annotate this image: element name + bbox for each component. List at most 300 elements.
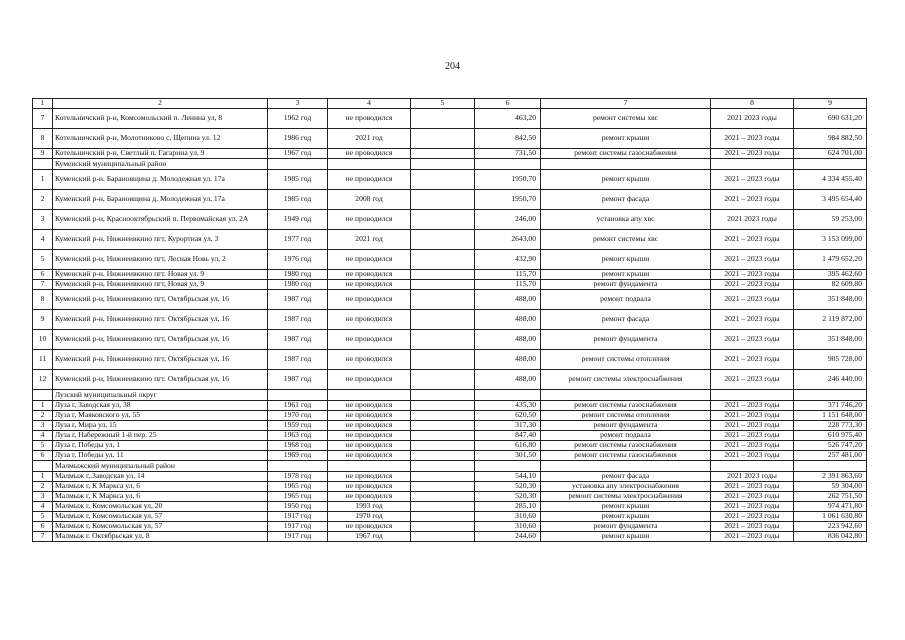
- period-cell: 2021 – 2023 годы: [711, 451, 794, 461]
- work-type-cell: ремонт системы газоснабжения: [541, 441, 711, 451]
- section-empty-cell: [541, 390, 711, 401]
- area-cell: 310,60: [475, 522, 541, 532]
- last-repair-cell: 1993 год: [328, 502, 411, 512]
- last-repair-cell: не проводился: [328, 431, 411, 441]
- cost-cell: 2 391 863,60: [794, 472, 867, 482]
- address-cell: Куменский р-н, Барановщина д, Молодежная ул, 17а: [53, 190, 268, 210]
- cost-cell: 1 479 652,20: [794, 250, 867, 270]
- area-cell: 731,50: [475, 149, 541, 159]
- area-cell: 488,00: [475, 290, 541, 310]
- cost-cell: 526 747,20: [794, 441, 867, 451]
- address-cell: Котельничский р-н, Светлый п. Гагарина ул, 9: [53, 149, 268, 159]
- work-type-cell: ремонт системы газоснабжения: [541, 149, 711, 159]
- address-cell: Луза г, Победы ул, 11: [53, 451, 268, 461]
- last-repair-cell: не проводился: [328, 492, 411, 502]
- row-number-cell: 7: [33, 532, 53, 542]
- section-empty-cell: [475, 461, 541, 472]
- table-row: [33, 431, 867, 441]
- area-cell: 488,00: [475, 330, 541, 350]
- empty-cell: [411, 492, 475, 502]
- table-row: [33, 170, 867, 190]
- last-repair-cell: не проводился: [328, 210, 411, 230]
- period-cell: 2021 – 2023 годы: [711, 441, 794, 451]
- period-cell: 2021 – 2023 годы: [711, 250, 794, 270]
- empty-cell: [411, 290, 475, 310]
- build-year-cell: 1987 год: [268, 370, 328, 390]
- last-repair-cell: не проводился: [328, 149, 411, 159]
- address-cell: Малмыж г, К Маркса ул, 6: [53, 482, 268, 492]
- work-type-cell: ремонт фундамента: [541, 522, 711, 532]
- repair-schedule-table: [32, 98, 867, 542]
- address-cell: Куменский р-н, Нижнеивкино пгт, Новая ул, 9: [53, 280, 268, 290]
- last-repair-cell: не проводился: [328, 401, 411, 411]
- row-number-cell: 4: [33, 230, 53, 250]
- empty-cell: [411, 370, 475, 390]
- table-row: [33, 421, 867, 431]
- section-empty-cell: [475, 159, 541, 170]
- section-spacer-cell: [33, 159, 53, 170]
- table-row: [33, 190, 867, 210]
- work-type-cell: ремонт системы хвс: [541, 109, 711, 129]
- table-row: [33, 290, 867, 310]
- column-header: 6: [475, 99, 541, 109]
- last-repair-cell: не проводился: [328, 370, 411, 390]
- address-cell: Луза г, Мира ул, 15: [53, 421, 268, 431]
- address-cell: Малмыж г, Комсомольская ул, 57: [53, 522, 268, 532]
- column-header: 8: [711, 99, 794, 109]
- build-year-cell: 1965 год: [268, 482, 328, 492]
- cost-cell: 905 728,00: [794, 350, 867, 370]
- last-repair-cell: не проводился: [328, 482, 411, 492]
- work-type-cell: ремонт подвала: [541, 290, 711, 310]
- section-title: Лузский муниципальный округ: [53, 390, 268, 401]
- last-repair-cell: не проводился: [328, 441, 411, 451]
- address-cell: Луза г, Маяковского ул, 55: [53, 411, 268, 421]
- build-year-cell: 1977 год: [268, 230, 328, 250]
- cost-cell: 351 848,00: [794, 330, 867, 350]
- column-header: 1: [33, 99, 53, 109]
- empty-cell: [411, 532, 475, 542]
- work-type-cell: ремонт системы газоснабжения: [541, 401, 711, 411]
- work-type-cell: ремонт крыши: [541, 502, 711, 512]
- build-year-cell: 1969 год: [268, 451, 328, 461]
- cost-cell: 257 481,00: [794, 451, 867, 461]
- period-cell: 2021 2023 годы: [711, 210, 794, 230]
- period-cell: 2021 – 2023 годы: [711, 401, 794, 411]
- address-cell: Малмыж г, К Маркса ул, 6: [53, 492, 268, 502]
- period-cell: 2021 – 2023 годы: [711, 370, 794, 390]
- table-row: [33, 401, 867, 411]
- work-type-cell: ремонт системы электроснабжения: [541, 370, 711, 390]
- build-year-cell: 1970 год: [268, 411, 328, 421]
- area-cell: 520,30: [475, 492, 541, 502]
- period-cell: 2021 – 2023 годы: [711, 170, 794, 190]
- area-cell: 488,00: [475, 370, 541, 390]
- section-row: [33, 390, 867, 401]
- area-cell: 246,00: [475, 210, 541, 230]
- empty-cell: [411, 482, 475, 492]
- address-cell: Куменский р-н. Барановщина д. Молодежная ул. 17а: [53, 170, 268, 190]
- build-year-cell: 1986 год: [268, 129, 328, 149]
- column-header: 4: [328, 99, 411, 109]
- section-empty-cell: [268, 159, 328, 170]
- column-header: 5: [411, 99, 475, 109]
- address-cell: Малмыж г,.Заводская ул, 14: [53, 472, 268, 482]
- section-empty-cell: [794, 461, 867, 472]
- period-cell: 2021 – 2023 годы: [711, 512, 794, 522]
- build-year-cell: 1959 год: [268, 421, 328, 431]
- address-cell: Куменский р-н. Нижнеивкино пгт. Новая ул. 9: [53, 270, 268, 280]
- build-year-cell: 1963 год: [268, 431, 328, 441]
- empty-cell: [411, 502, 475, 512]
- cost-cell: 974 471,80: [794, 502, 867, 512]
- section-empty-cell: [268, 461, 328, 472]
- build-year-cell: 1987 год: [268, 290, 328, 310]
- address-cell: Луза г, Набережный 1-й пер. 25: [53, 431, 268, 441]
- period-cell: 2021 – 2023 годы: [711, 190, 794, 210]
- page-number: 204: [445, 61, 460, 72]
- cost-cell: 371 746,20: [794, 401, 867, 411]
- cost-cell: 228 773,30: [794, 421, 867, 431]
- empty-cell: [411, 441, 475, 451]
- address-cell: Куменский р-н, Нижнеивкино пгт, Октябрьская ул, 16: [53, 330, 268, 350]
- work-type-cell: ремонт крыши: [541, 170, 711, 190]
- section-empty-cell: [711, 461, 794, 472]
- last-repair-cell: не проводился: [328, 522, 411, 532]
- area-cell: 488,00: [475, 350, 541, 370]
- row-number-cell: 3: [33, 492, 53, 502]
- period-cell: 2021 – 2023 годы: [711, 482, 794, 492]
- cost-cell: 395 462,60: [794, 270, 867, 280]
- build-year-cell: 1917 год: [268, 522, 328, 532]
- row-number-cell: 12: [33, 370, 53, 390]
- row-number-cell: 11: [33, 350, 53, 370]
- table-row: [33, 370, 867, 390]
- address-cell: Котельничский р-н, Комсомольский п. Ленина ул, 8: [53, 109, 268, 129]
- section-empty-cell: [411, 159, 475, 170]
- table-row: [33, 502, 867, 512]
- section-empty-cell: [411, 461, 475, 472]
- last-repair-cell: 2008 год: [328, 190, 411, 210]
- column-header: 3: [268, 99, 328, 109]
- work-type-cell: ремонт крыши: [541, 270, 711, 280]
- cost-cell: 1 061 630,80: [794, 512, 867, 522]
- cost-cell: 610 975,40: [794, 431, 867, 441]
- work-type-cell: ремонт фасада: [541, 190, 711, 210]
- empty-cell: [411, 109, 475, 129]
- table-row: [33, 250, 867, 270]
- area-cell: 244,60: [475, 532, 541, 542]
- area-cell: 488,00: [475, 310, 541, 330]
- row-number-cell: 6: [33, 451, 53, 461]
- table-row: [33, 411, 867, 421]
- empty-cell: [411, 129, 475, 149]
- row-number-cell: 7: [33, 109, 53, 129]
- column-header: 7: [541, 99, 711, 109]
- last-repair-cell: не проводился: [328, 109, 411, 129]
- cost-cell: 2 119 872,00: [794, 310, 867, 330]
- empty-cell: [411, 270, 475, 280]
- table-row: [33, 482, 867, 492]
- row-number-cell: 4: [33, 502, 53, 512]
- build-year-cell: 1965 год: [268, 492, 328, 502]
- table-row: [33, 280, 867, 290]
- section-spacer-cell: [33, 461, 53, 472]
- row-number-cell: 6: [33, 270, 53, 280]
- area-cell: 115,70: [475, 280, 541, 290]
- cost-cell: 262 751,50: [794, 492, 867, 502]
- section-empty-cell: [411, 390, 475, 401]
- address-cell: Котельничский р-н, Молотниково с, Щепина ул. 12: [53, 129, 268, 149]
- build-year-cell: 1917 год: [268, 532, 328, 542]
- table-row: [33, 129, 867, 149]
- last-repair-cell: не проводился: [328, 280, 411, 290]
- table-header-row: [33, 99, 867, 109]
- period-cell: 2021 – 2023 годы: [711, 532, 794, 542]
- cost-cell: 82 609,80: [794, 280, 867, 290]
- section-empty-cell: [794, 390, 867, 401]
- row-number-cell: 6: [33, 522, 53, 532]
- empty-cell: [411, 451, 475, 461]
- table-row: [33, 310, 867, 330]
- last-repair-cell: не проводился: [328, 310, 411, 330]
- table-row: [33, 492, 867, 502]
- build-year-cell: 1976 год: [268, 250, 328, 270]
- work-type-cell: ремонт фасада: [541, 472, 711, 482]
- cost-cell: 351 848,00: [794, 290, 867, 310]
- empty-cell: [411, 401, 475, 411]
- row-number-cell: 7: [33, 280, 53, 290]
- section-row: [33, 159, 867, 170]
- work-type-cell: ремонт системы электроснабжения: [541, 492, 711, 502]
- table-row: [33, 270, 867, 280]
- address-cell: Малмыж г, Комсомольская ул, 57: [53, 512, 268, 522]
- last-repair-cell: 1967 год: [328, 532, 411, 542]
- row-number-cell: 1: [33, 170, 53, 190]
- row-number-cell: 2: [33, 482, 53, 492]
- cost-cell: 690 631,20: [794, 109, 867, 129]
- section-empty-cell: [541, 461, 711, 472]
- cost-cell: 1 151 648,00: [794, 411, 867, 421]
- last-repair-cell: не проводился: [328, 451, 411, 461]
- empty-cell: [411, 350, 475, 370]
- section-empty-cell: [541, 159, 711, 170]
- empty-cell: [411, 421, 475, 431]
- area-cell: 310,60: [475, 512, 541, 522]
- cost-cell: 984 882,50: [794, 129, 867, 149]
- empty-cell: [411, 170, 475, 190]
- section-empty-cell: [794, 159, 867, 170]
- column-header: 2: [53, 99, 268, 109]
- work-type-cell: установка апу электроснабжения: [541, 482, 711, 492]
- build-year-cell: 1987 год: [268, 350, 328, 370]
- empty-cell: [411, 210, 475, 230]
- table-row: [33, 330, 867, 350]
- work-type-cell: ремонт фундамента: [541, 280, 711, 290]
- address-cell: Куменский р-н, Нижнеивкино пгт, Курортная ул, 3: [53, 230, 268, 250]
- area-cell: 435,30: [475, 401, 541, 411]
- work-type-cell: ремонт подвала: [541, 431, 711, 441]
- address-cell: Куменский р-н, Нижнеивкино пгт, Лесная Новь ул, 2: [53, 250, 268, 270]
- period-cell: 2021 – 2023 годы: [711, 230, 794, 250]
- row-number-cell: 1: [33, 401, 53, 411]
- last-repair-cell: не проводился: [328, 350, 411, 370]
- area-cell: 520,30: [475, 482, 541, 492]
- empty-cell: [411, 431, 475, 441]
- table-row: [33, 451, 867, 461]
- cost-cell: 246 440,00: [794, 370, 867, 390]
- period-cell: 2021 – 2023 годы: [711, 129, 794, 149]
- section-spacer-cell: [33, 390, 53, 401]
- work-type-cell: ремонт фасада: [541, 310, 711, 330]
- column-header: 9: [794, 99, 867, 109]
- row-number-cell: 8: [33, 290, 53, 310]
- table-row: [33, 149, 867, 159]
- table-row: [33, 210, 867, 230]
- last-repair-cell: 1970 год: [328, 512, 411, 522]
- area-cell: 432,90: [475, 250, 541, 270]
- work-type-cell: ремонт крыши: [541, 129, 711, 149]
- table-row: [33, 522, 867, 532]
- period-cell: 2021 – 2023 годы: [711, 280, 794, 290]
- last-repair-cell: не проводился: [328, 411, 411, 421]
- build-year-cell: 1985 год: [268, 190, 328, 210]
- build-year-cell: 1978 год: [268, 472, 328, 482]
- section-empty-cell: [328, 159, 411, 170]
- empty-cell: [411, 250, 475, 270]
- last-repair-cell: не проводился: [328, 250, 411, 270]
- last-repair-cell: не проводился: [328, 472, 411, 482]
- build-year-cell: 1917 год: [268, 512, 328, 522]
- period-cell: 2021 – 2023 годы: [711, 350, 794, 370]
- cost-cell: 59 304,00: [794, 482, 867, 492]
- table-row: [33, 472, 867, 482]
- work-type-cell: ремонт крыши: [541, 250, 711, 270]
- last-repair-cell: не проводился: [328, 170, 411, 190]
- row-number-cell: 8: [33, 129, 53, 149]
- build-year-cell: 1950 год: [268, 502, 328, 512]
- row-number-cell: 3: [33, 210, 53, 230]
- cost-cell: 59 253,00: [794, 210, 867, 230]
- empty-cell: [411, 280, 475, 290]
- address-cell: Куменский р-н, Нижнеивкино пгт. Октябрьская ул, 16: [53, 370, 268, 390]
- section-row: [33, 461, 867, 472]
- area-cell: 616,80: [475, 441, 541, 451]
- row-number-cell: 2: [33, 411, 53, 421]
- table-row: [33, 350, 867, 370]
- build-year-cell: 1985 год: [268, 170, 328, 190]
- last-repair-cell: не проводился: [328, 270, 411, 280]
- period-cell: 2021 – 2023 годы: [711, 411, 794, 421]
- period-cell: 2021 – 2023 годы: [711, 431, 794, 441]
- area-cell: 463,20: [475, 109, 541, 129]
- empty-cell: [411, 512, 475, 522]
- empty-cell: [411, 330, 475, 350]
- cost-cell: 836 042,80: [794, 532, 867, 542]
- cost-cell: 223 942,60: [794, 522, 867, 532]
- row-number-cell: 5: [33, 441, 53, 451]
- area-cell: 620,50: [475, 411, 541, 421]
- address-cell: Куменский р-н, Нижнеивкино пгт. Октябрьская ул, 16: [53, 310, 268, 330]
- area-cell: 115,70: [475, 270, 541, 280]
- work-type-cell: установка апу хвс: [541, 210, 711, 230]
- section-title: Малмыжский муниципальный район: [53, 461, 268, 472]
- build-year-cell: 1949 год: [268, 210, 328, 230]
- period-cell: 2021 – 2023 годы: [711, 270, 794, 280]
- empty-cell: [411, 472, 475, 482]
- period-cell: 2021 – 2023 годы: [711, 330, 794, 350]
- empty-cell: [411, 149, 475, 159]
- last-repair-cell: не проводился: [328, 330, 411, 350]
- area-cell: 301,50: [475, 451, 541, 461]
- address-cell: Куменский р-н, Нижнеивкино пгт, Октябрьская ул, 16: [53, 290, 268, 310]
- row-number-cell: 1: [33, 472, 53, 482]
- area-cell: 847,40: [475, 431, 541, 441]
- section-empty-cell: [475, 390, 541, 401]
- area-cell: 842,50: [475, 129, 541, 149]
- area-cell: 544,10: [475, 472, 541, 482]
- work-type-cell: ремонт системы хвс: [541, 230, 711, 250]
- cost-cell: 624 701,00: [794, 149, 867, 159]
- period-cell: 2021 – 2023 годы: [711, 310, 794, 330]
- period-cell: 2021 – 2023 годы: [711, 290, 794, 310]
- period-cell: 2021 2023 годы: [711, 109, 794, 129]
- build-year-cell: 1961 год: [268, 401, 328, 411]
- cost-cell: 4 334 455,40: [794, 170, 867, 190]
- work-type-cell: ремонт системы отопления: [541, 411, 711, 421]
- work-type-cell: ремонт системы газоснабжения: [541, 451, 711, 461]
- period-cell: 2021 – 2023 годы: [711, 492, 794, 502]
- section-empty-cell: [711, 159, 794, 170]
- build-year-cell: 1987 год: [268, 310, 328, 330]
- last-repair-cell: не проводился: [328, 421, 411, 431]
- section-title: Куменский муниципальный район: [53, 159, 268, 170]
- row-number-cell: 4: [33, 431, 53, 441]
- work-type-cell: ремонт фундамента: [541, 421, 711, 431]
- last-repair-cell: 2021 год: [328, 129, 411, 149]
- section-empty-cell: [328, 390, 411, 401]
- table-row: [33, 532, 867, 542]
- area-cell: 2643,00: [475, 230, 541, 250]
- section-empty-cell: [711, 390, 794, 401]
- address-cell: Малмыж г, Комсомольская ул, 20: [53, 502, 268, 512]
- empty-cell: [411, 230, 475, 250]
- area-cell: 1950,70: [475, 170, 541, 190]
- address-cell: Луза г, Победы ул, 1: [53, 441, 268, 451]
- table-row: [33, 441, 867, 451]
- table-row: [33, 230, 867, 250]
- cost-cell: 3 153 099,00: [794, 230, 867, 250]
- row-number-cell: 5: [33, 250, 53, 270]
- work-type-cell: ремонт крыши: [541, 512, 711, 522]
- empty-cell: [411, 310, 475, 330]
- build-year-cell: 1967 год: [268, 149, 328, 159]
- build-year-cell: 1980 год: [268, 280, 328, 290]
- address-cell: Куменский р-н, Краснооктябрьский п. Первомайская ул, 2А: [53, 210, 268, 230]
- address-cell: Луза г, Заводская ул, 38: [53, 401, 268, 411]
- address-cell: Куменский р-н, Нижнеивкино пгт, Октябрьская ул, 16: [53, 350, 268, 370]
- row-number-cell: 3: [33, 421, 53, 431]
- row-number-cell: 9: [33, 149, 53, 159]
- period-cell: 2021 – 2023 годы: [711, 421, 794, 431]
- table-row: [33, 512, 867, 522]
- empty-cell: [411, 522, 475, 532]
- table-row: [33, 109, 867, 129]
- cost-cell: 3 495 654,40: [794, 190, 867, 210]
- section-empty-cell: [268, 390, 328, 401]
- work-type-cell: ремонт системы отопления: [541, 350, 711, 370]
- area-cell: 285,10: [475, 502, 541, 512]
